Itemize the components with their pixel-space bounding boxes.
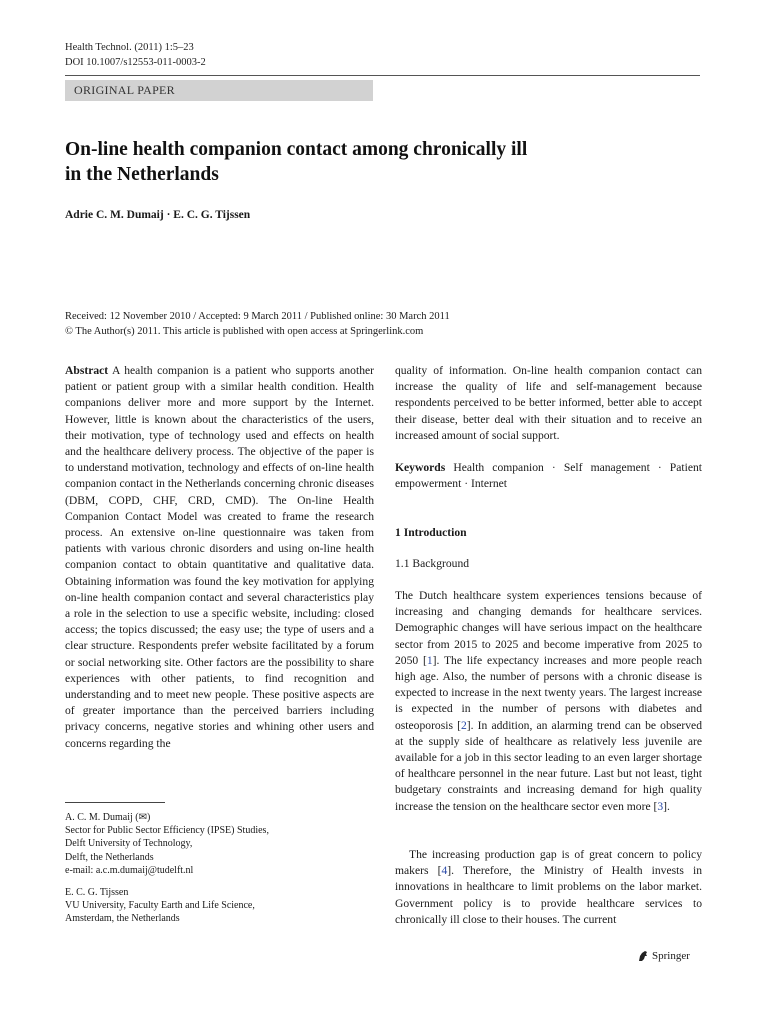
citation-link[interactable]: 2 xyxy=(460,718,467,732)
affiliation-line: Delft University of Technology, xyxy=(65,838,193,850)
keywords-label: Keywords xyxy=(395,461,446,474)
author2-name: E. C. G. Tijssen xyxy=(65,887,129,898)
authors: Adrie C. M. Dumaij · E. C. G. Tijssen xyxy=(65,209,251,221)
text-run: ]. xyxy=(663,799,670,813)
text-run: ]. The life expectancy increases and more people reach high age. Also, the number of persons with a chronic disease is expected to increase in the next twenty years. The largest increase is expected in the number of persons with diabetes and osteoporosis [ xyxy=(395,653,702,732)
header-rule xyxy=(65,75,700,76)
citation-link[interactable]: 4 xyxy=(441,864,448,878)
publication-info xyxy=(65,309,450,339)
subsection-heading: 1.1 Background xyxy=(395,557,470,570)
affiliation-line: Delft, the Netherlands xyxy=(65,851,154,863)
footnote-rule xyxy=(65,802,165,803)
email-link[interactable]: e-mail: a.c.m.dumaij@tudelft.nl xyxy=(65,864,194,876)
text-run: ]. In addition, an alarming trend can be observed at the supply side of healthcare as relatively less juvenile are available for a job in this sector leading to an even larger shortage of healthcare personnel in the near future. Last but not least, tight budgetary constraints and increasing demand for high quality increase the tension on the healthcare sector even more [ xyxy=(395,718,702,813)
article-type-banner: ORIGINAL PAPER xyxy=(65,80,373,101)
intro-paragraph-1 xyxy=(395,588,702,815)
mail-icon: (✉) xyxy=(135,812,151,823)
publisher-name: Springer xyxy=(652,950,690,962)
citation-link[interactable]: 1 xyxy=(426,653,433,667)
doi: DOI 10.1007/s12553-011-0003-2 xyxy=(65,57,206,68)
journal-citation: Health Technol. (2011) 1:5–23 xyxy=(65,42,194,53)
abstract-label: Abstract xyxy=(65,364,109,377)
affiliation-line: Amsterdam, the Netherlands xyxy=(65,913,180,925)
affiliation-line: VU University, Faculty Earth and Life Science, xyxy=(65,900,255,912)
dates-line: Received: 12 November 2010 / Accepted: 9 March 2011 / Published online: 30 March 2011 xyxy=(65,311,450,322)
paper-title xyxy=(65,138,665,187)
author1-affiliation xyxy=(65,811,269,877)
citation-link[interactable]: 3 xyxy=(657,799,664,813)
section-heading: 1 Introduction xyxy=(395,526,467,539)
copyright-symbol: © xyxy=(65,326,73,337)
title-line-2: in the Netherlands xyxy=(65,163,219,185)
affiliation-line: Sector for Public Sector Efficiency (IPSE) Studies, xyxy=(65,825,269,837)
author1-name: A. C. M. Dumaij xyxy=(65,812,133,823)
intro-paragraph-2 xyxy=(395,847,702,928)
copyright-line xyxy=(65,324,450,339)
text-run: The Dutch healthcare system experiences tensions because of increasing and changing demands for healthcare services. Demographic changes will have serious impact on the healthcare sector from 2015 to 2025 and become imperative from 2025 to 2050 [ xyxy=(395,589,702,667)
abstract-continued: quality of information. On-line health companion contact can increase the quality of life and self-management because respondents perceived to be better informed, better able to accept their disease, better deal with their situation and to receive an increased amount of social support. xyxy=(395,364,702,442)
text-run: ]. Therefore, the Ministry of Health invests in innovations in healthcare to limit problems on the labor market. Government policy is to provide healthcare services to chronically ill close to their houses. The current xyxy=(395,864,702,926)
text-run: The increasing production gap is of great concern to policy makers [ xyxy=(395,848,702,878)
abstract xyxy=(65,363,374,752)
keywords xyxy=(395,460,702,492)
springer-horse-icon xyxy=(637,950,649,962)
copyright-text: The Author(s) 2011. This article is published with open access at Springerlink.com xyxy=(75,326,424,337)
author2-affiliation xyxy=(65,886,255,926)
keywords-text: Health companion · Self management · Patient empowerment · Internet xyxy=(395,461,702,491)
abstract-text: A health companion is a patient who supports another patient or patient group with a similar health condition. Health companions deliver more and more support by the Internet. However, little is known about the characteristics of the users, their motivation, type of technology used and effects on health and the healthcare delivery process. The objective of the paper is to understand motivation, technology and effects of on-line health companion contact in the Netherlands concerning chronic diseases (DBM, COPD, CHF, CRD, CMD). The On-line Health Companion Contact Model was created to frame the research process. An extensive on-line questionnaire was taken from patients with various chronic disorders and using on-line health companion contact to obtain quantitative and qualitative data. Obtaining information was found the key motivation for applying on-line health companion contact and several characteristics play a role in the selection to use a specific website, including: closed access; the topics discussed; the easy use; the type of users and a clear structure. Respondents prefer website facilitated by a forum or social networking site. Other factors are the possibility to share experiences with other patients, to find recognition and understanding and to meet new people. These positive aspects are of greater importance than the perceived barriers including privacy concerns, negative stories and whining other users and concerns regarding the xyxy=(65,364,374,750)
publisher-logo xyxy=(637,950,690,962)
title-line-1: On-line health companion contact among chronically ill xyxy=(65,139,528,160)
